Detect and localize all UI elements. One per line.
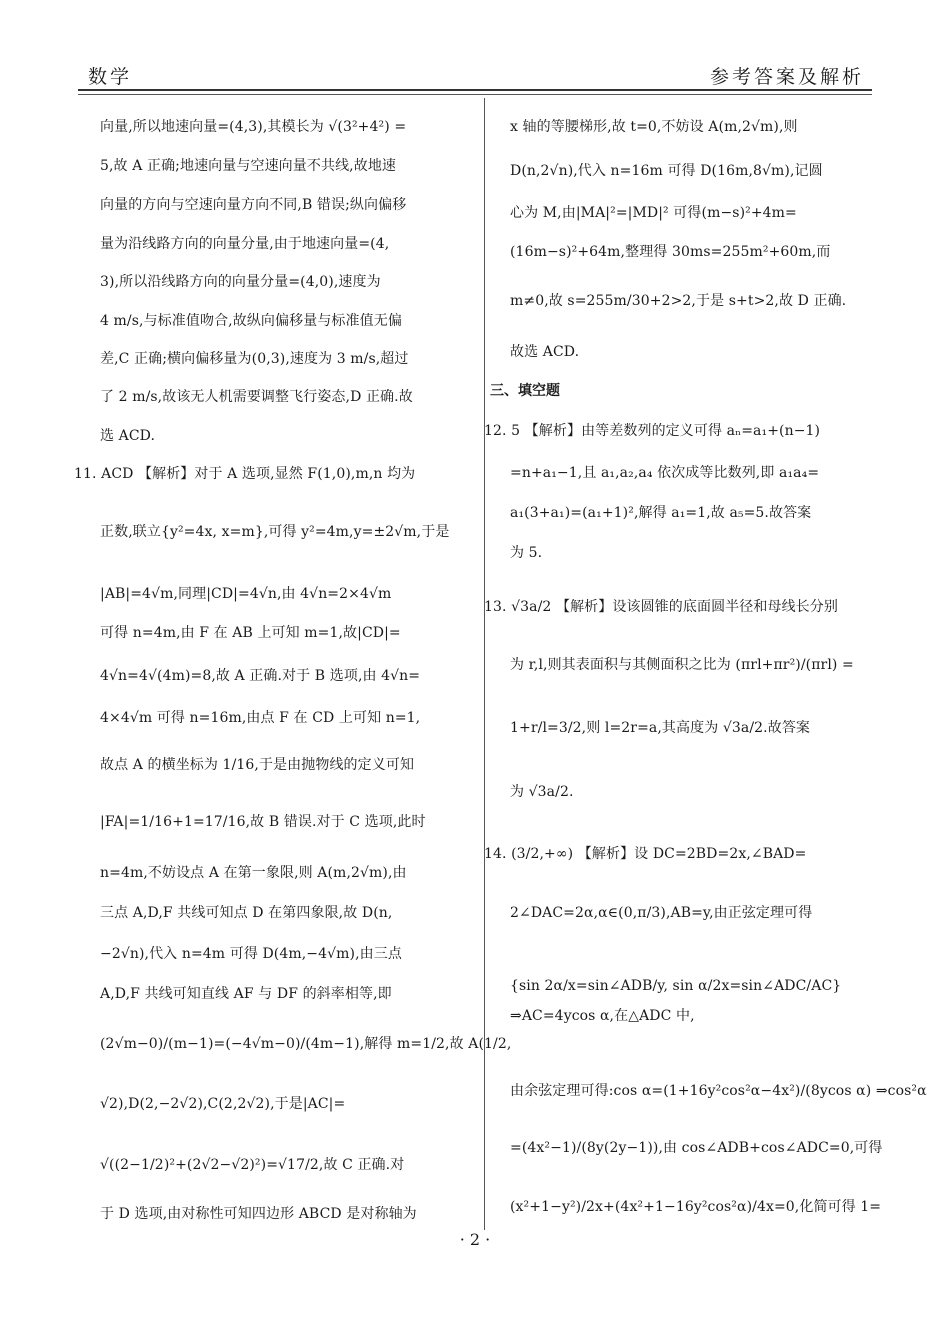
header-rule-thick bbox=[78, 89, 872, 91]
text-line: 3),所以沿线路方向的向量分量=(4,0),速度为 bbox=[100, 274, 381, 290]
text-line: √2),D(2,−2√2),C(2,2√2),于是|AC|= bbox=[100, 1096, 346, 1112]
text-line: m≠0,故 s=255m/30+2>2,于是 s+t>2,故 D 正确. bbox=[510, 293, 847, 309]
text-line: 为 √3a/2. bbox=[510, 784, 574, 800]
text-line: 向量,所以地速向量=(4,3),其模长为 √(3²+4²) = bbox=[100, 119, 407, 135]
text-line: 量为沿线路方向的向量分量,由于地速向量=(4, bbox=[100, 236, 390, 252]
text-line: 心为 M,由|MA|²=|MD|² 可得(m−s)²+4m= bbox=[510, 205, 797, 221]
text-line: 向量的方向与空速向量方向不同,B 错误;纵向偏移 bbox=[100, 197, 407, 213]
text-line: 1+r/l=3/2,则 l=2r=a,其高度为 √3a/2.故答案 bbox=[510, 720, 811, 736]
text-line: √((2−1/2)²+(2√2−√2)²)=√17/2,故 C 正确.对 bbox=[100, 1157, 405, 1173]
text-line: 了 2 m/s,故该无人机需要调整飞行姿态,D 正确.故 bbox=[100, 389, 413, 405]
text-line: 正数,联立{y²=4x, x=m},可得 y²=4m,y=±2√m,于是 bbox=[100, 524, 450, 540]
text-line: =n+a₁−1,且 a₁,a₂,a₄ 依次成等比数列,即 a₁a₄= bbox=[510, 465, 820, 481]
text-line: 三点 A,D,F 共线可知点 D 在第四象限,故 D(n, bbox=[100, 905, 393, 921]
text-line: 差,C 正确;横向偏移量为(0,3),速度为 3 m/s,超过 bbox=[100, 351, 409, 367]
text-line: 为 r,l,则其表面积与其侧面积之比为 (πrl+πr²)/(πrl) = bbox=[510, 657, 854, 673]
text-line: D(n,2√n),代入 n=16m 可得 D(16m,8√m),记圆 bbox=[510, 163, 823, 179]
question-14-start: 14. (3/2,+∞) 【解析】设 DC=2BD=2x,∠BAD= bbox=[484, 846, 807, 862]
subject-label: 数学 bbox=[88, 66, 133, 88]
text-line: |AB|=4√m,同理|CD|=4√n,由 4√n=2×4√m bbox=[100, 586, 392, 602]
text-line: (16m−s)²+64m,整理得 30ms=255m²+60m,而 bbox=[510, 244, 831, 260]
section-heading-fill-in: 三、填空题 bbox=[490, 383, 560, 399]
text-line: 4√n=4√(4m)=8,故 A 正确.对于 B 选项,由 4√n= bbox=[100, 668, 421, 684]
text-line: 由余弦定理可得:cos α=(1+16y²cos²α−4x²)/(8ycos α) ⇒cos²α bbox=[510, 1083, 927, 1099]
text-line: 4 m/s,与标准值吻合,故纵向偏移量与标准值无偏 bbox=[100, 313, 402, 329]
text-line: 4×4√m 可得 n=16m,由点 F 在 CD 上可知 n=1, bbox=[100, 710, 421, 726]
text-line: x 轴的等腰梯形,故 t=0,不妨设 A(m,2√m),则 bbox=[510, 119, 798, 135]
text-line: n=4m,不妨设点 A 在第一象限,则 A(m,2√m),由 bbox=[100, 865, 407, 881]
text-line: −2√n),代入 n=4m 可得 D(4m,−4√m),由三点 bbox=[100, 946, 402, 962]
question-11-start: 11. ACD 【解析】对于 A 选项,显然 F(1,0),m,n 均为 bbox=[74, 466, 416, 482]
question-13-start: 13. √3a/2 【解析】设该圆锥的底面圆半径和母线长分别 bbox=[484, 599, 838, 615]
page-number: · 2 · bbox=[459, 1230, 491, 1249]
section-title: 参考答案及解析 bbox=[709, 66, 864, 88]
text-line: A,D,F 共线可知直线 AF 与 DF 的斜率相等,即 bbox=[100, 986, 392, 1002]
column-divider bbox=[484, 98, 485, 1230]
page-header bbox=[78, 58, 872, 90]
text-line: (x²+1−y²)/2x+(4x²+1−16y²cos²α)/4x=0,化简可得 1= bbox=[510, 1199, 882, 1215]
text-line: a₁(3+a₁)=(a₁+1)²,解得 a₁=1,故 a₅=5.故答案 bbox=[510, 505, 812, 521]
text-line: 选 ACD. bbox=[100, 428, 156, 444]
text-line: 5,故 A 正确;地速向量与空速向量不共线,故地速 bbox=[100, 158, 397, 174]
text-line: =(4x²−1)/(8y(2y−1)),由 cos∠ADB+cos∠ADC=0,可得 bbox=[510, 1140, 883, 1156]
equation-system: {sin 2α/x=sin∠ADB/y, sin α/2x=sin∠ADC/AC} bbox=[510, 978, 842, 994]
text-line: 故选 ACD. bbox=[510, 344, 580, 360]
text-line: 2∠DAC=2α,α∈(0,π/3),AB=y,由正弦定理可得 bbox=[510, 905, 813, 921]
text-line: (2√m−0)/(m−1)=(−4√m−0)/(4m−1),解得 m=1/2,故 A(1/2, bbox=[100, 1036, 512, 1052]
text-line: ⇒AC=4ycos α,在△ADC 中, bbox=[510, 1008, 695, 1024]
text-line: 为 5. bbox=[510, 545, 543, 561]
text-line: 故点 A 的横坐标为 1/16,于是由抛物线的定义可知 bbox=[100, 757, 415, 773]
text-line: 于 D 选项,由对称性可知四边形 ABCD 是对称轴为 bbox=[100, 1206, 417, 1222]
question-12-start: 12. 5 【解析】由等差数列的定义可得 aₙ=a₁+(n−1) bbox=[484, 423, 821, 439]
header-rule-thin bbox=[78, 94, 872, 95]
text-line: |FA|=1/16+1=17/16,故 B 错误.对于 C 选项,此时 bbox=[100, 814, 426, 830]
text-line: 可得 n=4m,由 F 在 AB 上可知 m=1,故|CD|= bbox=[100, 625, 401, 641]
